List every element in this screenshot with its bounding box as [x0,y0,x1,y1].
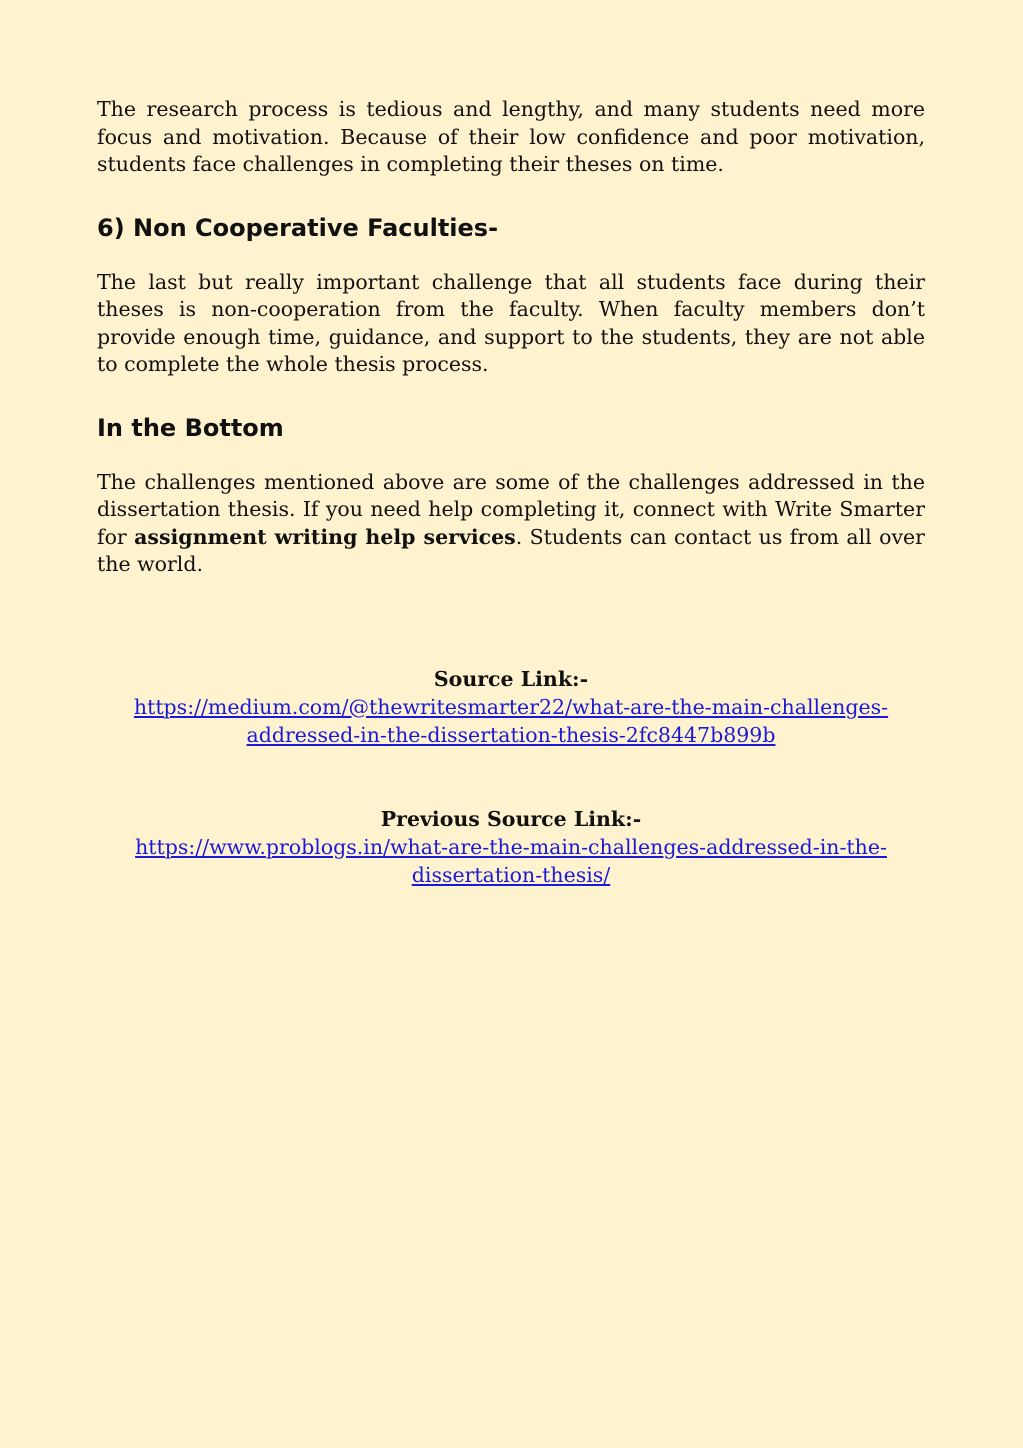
source-link-label: Source Link:- [433,666,589,691]
previous-source-link-label: Previous Source Link:- [380,806,642,831]
previous-source-link-url[interactable] [97,833,925,889]
paragraph-motivation: The research process is tedious and lengthy, and many students need more focus and motivation. Because of their low confidence and poor motivation, students face challenges in completing their theses on time. [97,97,925,176]
previous-source-link-url-line1: https://www.problogs.in/what-are-the-main-challenges-addressed-in-the- [135,834,887,859]
paragraph-conclusion [97,469,925,579]
heading-in-the-bottom: In the Bottom [97,413,284,442]
conclusion-text-end: . Students can contact us from all over the world. [97,524,925,576]
conclusion-bold-phrase: assignment writing help services [134,524,516,549]
previous-source-link-url-line2: dissertation-thesis/ [411,862,611,887]
document-page [97,96,925,889]
conclusion-text-start: The challenges mentioned above are some of the challenges addressed in the dissertation thesis. If you need help completing it, connect with Write Smarter for [97,469,925,549]
source-link-url[interactable] [97,693,925,749]
source-link-url-line1: https://medium.com/@thewritesmarter22/what-are-the-main-challenges- [133,694,889,719]
source-link-url-line2: addressed-in-the-dissertation-thesis-2fc8447b899b [246,722,776,747]
paragraph-faculty-cooperation: The last but really important challenge that all students face during their theses is non-cooperation from the faculty. When faculty members don’t provide enough time, guidance, and support to the students, they are not able to complete the whole thesis process. [97,269,925,376]
heading-non-cooperative-faculties: 6) Non Cooperative Faculties- [97,213,499,242]
source-link-block [97,665,925,749]
previous-source-link-block [97,805,925,889]
